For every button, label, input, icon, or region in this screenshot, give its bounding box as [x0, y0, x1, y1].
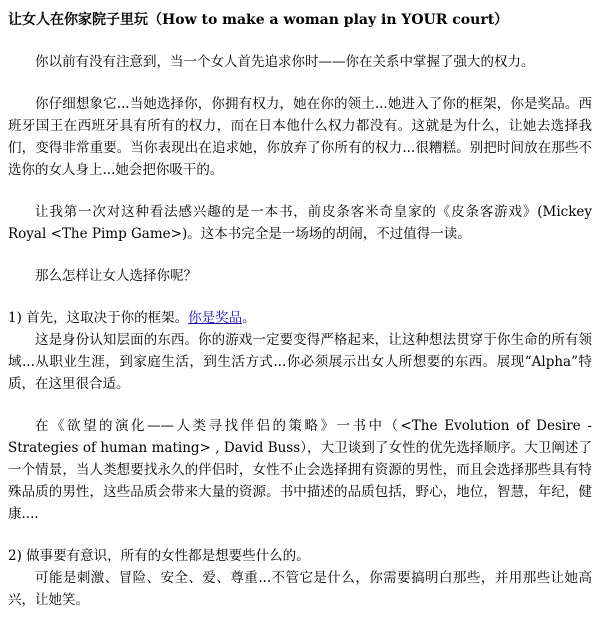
- list-item-1-body: 这是身份认知层面的东西。你的游戏一定要变得严格起来，让这种想法贯穿于你生命的所有领域...从职业生涯，到家庭生活，到生活方式...你必须展示出女人所想要的东西。展现“Alpha”特质，在这里很合适。: [8, 332, 592, 392]
- list-item-1-heading-text: 1) 首先，这取决于你的框架。: [8, 310, 189, 326]
- paragraph-evolution-of-desire: 在《欲望的演化——人类寻找伴侣的策略》一书中（<The Evolution of Desire - Strategies of human mating> , David Buss），大卫谈到了女性的优先选择顺序。大卫阐述了一个情景，当人类想要找永久的伴侣时，女性不止会选择拥有资源的男性，而且会选择那些具有特殊品质的男性，这些品质会带来大量的资源。书中描述的品质包括，野心，地位，智慧，年纪，健康....: [8, 418, 592, 522]
- list-item-1-heading-end: 。: [242, 310, 256, 326]
- list-item-2-body: 可能是刺激、冒险、安全、爱、尊重...不管它是什么，你需要搞明白那些，并用那些让她高兴，让她笑。: [8, 570, 592, 608]
- paragraph-book-pimp-game: 让我第一次对这种看法感兴趣的是一本书，前皮条客米奇皇家的《皮条客游戏》(Mickey Royal <The Pimp Game>)。这本书完全是一场场的胡闹，不过值得一读。: [8, 204, 592, 242]
- document-title: 让女人在你家院子里玩（How to make a woman play in YOUR court）: [8, 12, 509, 28]
- you-are-the-prize-link[interactable]: 你是奖品: [188, 310, 243, 326]
- list-item-1: [8, 307, 592, 395]
- paragraph-question: 那么怎样让女人选择你呢？: [35, 268, 197, 284]
- paragraph-intro: 你以前有没有注意到，当一个女人首先追求你时——你在关系中掌握了强大的权力。: [35, 54, 535, 70]
- list-item-1-heading: [8, 307, 592, 329]
- paragraph-power: 你仔细想象它...当她选择你，你拥有权力，她在你的领土...她进入了你的框架，你是奖品。西班牙国王在西班牙具有所有的权力，而在日本他什么权力都没有。这就是为什么，让她去选择我们，变得非常重要。当你表现出在追求她，你放弃了你所有的权力...很糟糕。别把时间放在那些不选你的女人身上...她会把你吸干的。: [8, 96, 592, 178]
- list-item-2-heading: 2) 做事要有意识，所有的女性都是想要些什么的。: [8, 548, 310, 564]
- list-item-2: [8, 545, 592, 611]
